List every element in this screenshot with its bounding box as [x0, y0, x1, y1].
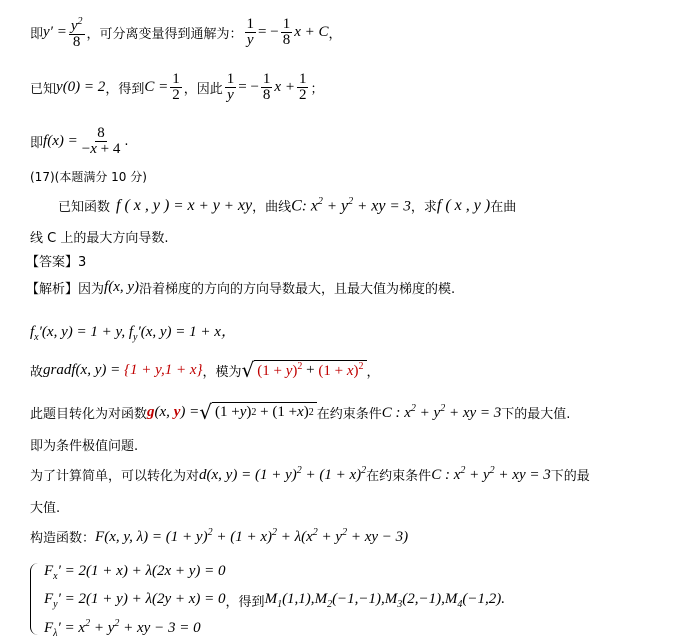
simplify-line — [30, 465, 590, 484]
formula-constraint: C : $x^2 + y^2$ + xy = 3 — [431, 465, 551, 483]
formula-eq: = − — [238, 79, 259, 95]
mid-text: ，得到 — [105, 82, 145, 97]
formula-fx: f(x) = — [43, 133, 78, 149]
body-text: 沿着梯度的方向的方向导数最大，且最大值为梯度的模. — [139, 282, 456, 297]
formula-x-plus-c: x + C — [294, 23, 329, 40]
formula-fxy: f(x, y) — [104, 279, 140, 295]
system-brace — [30, 563, 41, 635]
max-value-line: 大值. — [30, 501, 61, 516]
end-text: 下的最大值. — [501, 406, 571, 422]
sqrt-norm: √ $(1 + y)^2$ + $(1 + x)^2$ — [242, 360, 367, 380]
gradient-line — [30, 360, 380, 380]
fraction-1-over-2: $\frac{1}{2}$ — [298, 71, 307, 103]
fraction-1-over-y: $\frac{1}{y}$ — [246, 15, 255, 48]
eq-line-2 — [30, 72, 323, 103]
end-text: 下的最 — [550, 469, 590, 484]
formula-points: $M_1(1,1),M_2(-1,-1),M_3(2,-1),M_4(-1,2)$. — [264, 591, 506, 610]
fraction-1-over-8: $\frac{1}{8}$ — [262, 71, 271, 103]
end-text: ； — [310, 82, 324, 97]
formula-y0: y(0) = 2 — [56, 79, 106, 95]
lead-text: 即 — [30, 26, 44, 42]
formula-grad: gradf(x, y) = {1 + y,1 + x} — [43, 361, 203, 378]
mid2-text: ，求 — [410, 200, 437, 216]
transform-line — [30, 402, 570, 422]
lead-text: 已知函数 — [58, 200, 111, 216]
mid-text: 在约束条件 — [316, 406, 382, 422]
end-text: 在曲 — [490, 200, 517, 216]
sqrt-g: √ (1 + y ) 2 + (1 + x ) 2 — [199, 402, 316, 422]
system-eq-3 — [44, 618, 201, 639]
mid-text: 在约束条件 — [366, 469, 432, 484]
formula-eq: = − — [258, 23, 279, 40]
lead-text: 已知 — [30, 82, 57, 97]
formula-partials: $f_x'(x$, y) = 1 + y, $f_y'(x$, y) = 1 + x， — [30, 324, 236, 343]
answer-line: 【答案】3 — [26, 255, 87, 270]
extremum-line: 即为条件极值问题. — [30, 439, 139, 454]
question-line-2: 线 C 上的最大方向导数. — [30, 231, 169, 246]
formula-y-prime: y′ = — [43, 23, 67, 40]
mid-text: ，曲线 — [252, 200, 292, 216]
formula-g: g(x, y) = — [147, 403, 200, 420]
formula-Flambda: $F_\lambda' = x^2 + y^2$ + xy − 3 = 0 — [44, 618, 201, 639]
fraction-1-over-8: $\frac{1}{8}$ — [282, 15, 291, 48]
system-eq-1 — [44, 563, 226, 582]
formula-x: x + — [274, 79, 295, 95]
formula-f-xy: f ( x , y ) — [436, 196, 491, 214]
lead-text: 构造函数： — [30, 531, 96, 546]
end-text: . — [124, 134, 129, 149]
partials-line — [30, 320, 236, 343]
lead-text: 【解析】因为 — [26, 282, 105, 297]
mid-text: ，得到 — [225, 595, 265, 610]
formula-F: F(x, y, $\lambda) = (1 + y)^2 + (1 + x)^2 + \lambda(x^2 + y^2$ + xy − 3) — [95, 527, 409, 545]
formula-d: d(x, $y) = (1 + y)^2 + (1 + x)^2$ — [199, 465, 367, 483]
fraction-1-over-2: $\frac{1}{2}$ — [172, 71, 180, 103]
lead-text: 此题目转化为对函数 — [30, 406, 148, 422]
question-line-1 — [58, 196, 516, 215]
eq-line-1 — [30, 14, 342, 50]
mid2-text: ，因此 — [183, 82, 223, 97]
formula-c: C = — [144, 79, 169, 95]
fraction-1-over-y: $\frac{1}{y}$ — [226, 71, 235, 103]
end-text: ， — [366, 364, 380, 380]
lead-text: 故 — [30, 364, 44, 380]
mid-text: ，模为 — [202, 364, 242, 380]
formula-Fx: $F_x' = 2(1 + x) + \lambda(2x + y) = 0$ — [44, 563, 226, 582]
formula-f: f ( x , y ) = x + y + xy — [116, 196, 253, 214]
lead-text: 为了计算简单，可以转化为对 — [30, 469, 200, 484]
system-eq-2 — [44, 591, 505, 610]
analysis-line — [26, 278, 455, 297]
lead-text: 即 — [30, 136, 44, 151]
formula-constraint: C : $x^2 + y^2$ + xy = 3 — [381, 402, 502, 421]
lagrange-line — [30, 527, 408, 546]
fraction-8-over: $\frac{8}{-x + 4}$ — [81, 125, 121, 157]
body-text: ，可分离变量得到通解为： — [86, 26, 243, 42]
formula-curve: C: $x^2 + y^2$ + xy = 3 — [291, 196, 411, 215]
fraction-y2-over-8: $\frac{y^2}{8}$ — [70, 16, 83, 50]
question-header: (17)(本题满分 10 分) — [30, 170, 147, 184]
formula-Fy: $F_y' = 2(1 + y) + \lambda(2y + x) = 0$ — [44, 591, 226, 610]
end-text: ， — [328, 26, 342, 42]
eq-line-3 — [30, 126, 128, 157]
